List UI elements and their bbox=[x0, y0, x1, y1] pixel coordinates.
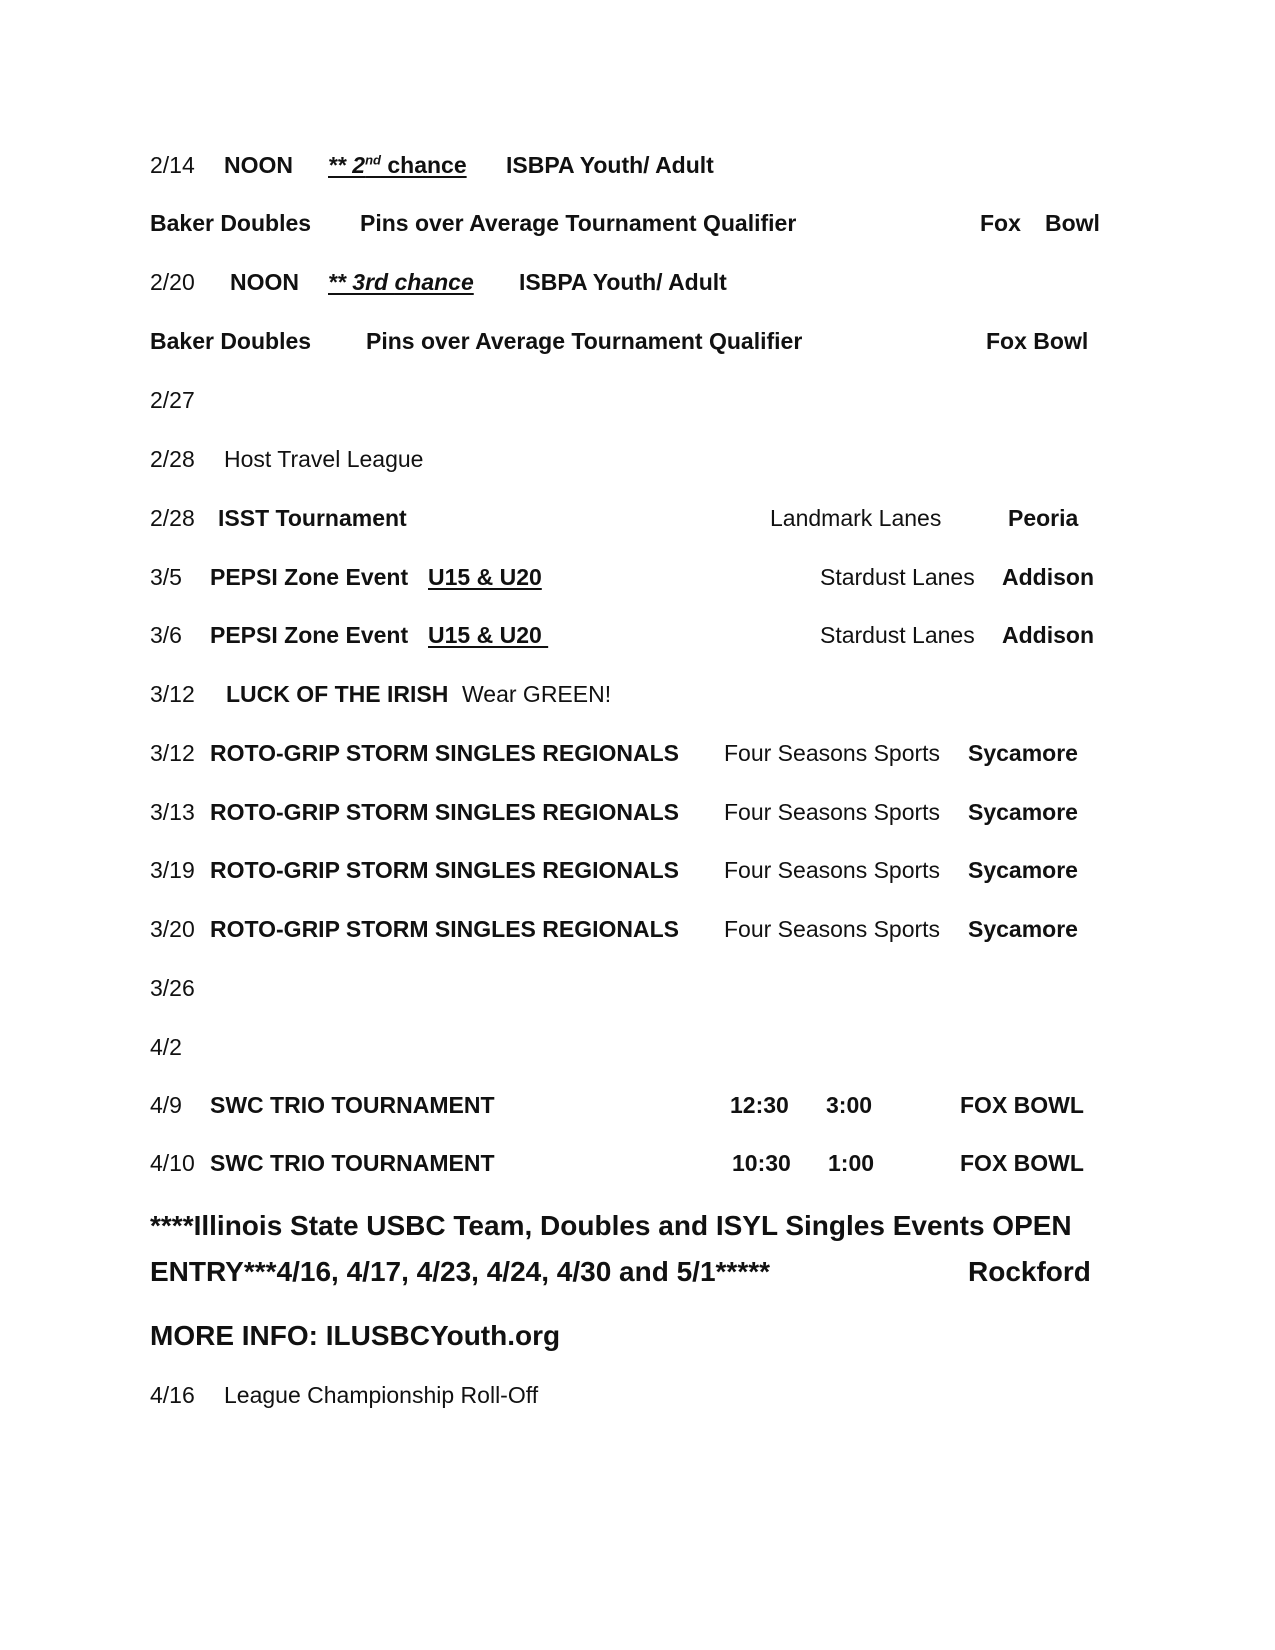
row-venue: Four Seasons Sports bbox=[724, 916, 941, 942]
row-date: 3/19 bbox=[150, 857, 195, 883]
row-date: 2/27 bbox=[150, 387, 195, 413]
state-notice-line2: ENTRY***4/16, 4/17, 4/23, 4/24, 4/30 and 5/1***** bbox=[150, 1256, 771, 1287]
row-date: 3/12 bbox=[150, 681, 195, 707]
row-event: SWC TRIO TOURNAMENT bbox=[210, 1092, 495, 1118]
row-date: 4/16 bbox=[150, 1382, 195, 1408]
row-location: Bowl bbox=[1045, 210, 1100, 236]
row-time: 10:30 bbox=[732, 1150, 791, 1176]
row-venue: Four Seasons Sports bbox=[724, 857, 941, 883]
row-date: 4/10 bbox=[150, 1150, 195, 1176]
row-city: Addison bbox=[1002, 564, 1094, 590]
state-notice-city: Rockford bbox=[968, 1256, 1091, 1287]
row-note: Wear GREEN! bbox=[462, 681, 612, 707]
row-event: PEPSI Zone Event bbox=[210, 564, 409, 590]
row-event: ISBPA Youth/ Adult bbox=[519, 269, 727, 295]
row-date: 2/28 bbox=[150, 505, 195, 531]
row-location: FOX BOWL bbox=[960, 1150, 1084, 1176]
row-time: 12:30 bbox=[730, 1092, 789, 1118]
row-location: Fox Bowl bbox=[986, 328, 1089, 354]
row-date: 2/20 bbox=[150, 269, 195, 295]
row-division: U15 & U20 bbox=[428, 564, 542, 590]
row-venue: Four Seasons Sports bbox=[724, 799, 941, 825]
row-event: ISST Tournament bbox=[218, 505, 407, 531]
row-venue: Landmark Lanes bbox=[770, 505, 942, 531]
row-date: 3/13 bbox=[150, 799, 195, 825]
row-date: 3/12 bbox=[150, 740, 195, 766]
row-date: 3/26 bbox=[150, 975, 195, 1001]
row-date: 4/2 bbox=[150, 1034, 182, 1060]
row-date: 2/14 bbox=[150, 152, 195, 178]
row-date: 3/5 bbox=[150, 564, 182, 590]
row-event: ROTO-GRIP STORM SINGLES REGIONALS bbox=[210, 857, 679, 883]
chance-label: ** 2nd chance bbox=[328, 152, 467, 178]
row-event: SWC TRIO TOURNAMENT bbox=[210, 1150, 495, 1176]
row-event: League Championship Roll-Off bbox=[224, 1382, 539, 1408]
row-location: Fox bbox=[980, 210, 1021, 236]
row-event: LUCK OF THE IRISH bbox=[226, 681, 449, 707]
row-city: Addison bbox=[1002, 622, 1094, 648]
row-event: ISBPA Youth/ Adult bbox=[506, 152, 714, 178]
row-city: Sycamore bbox=[968, 916, 1078, 942]
row-time: 3:00 bbox=[826, 1092, 873, 1118]
state-notice-line1: ****Illinois State USBC Team, Doubles and ISYL Singles Events OPEN bbox=[150, 1210, 1072, 1241]
row-time: NOON bbox=[230, 269, 299, 295]
row-event: ROTO-GRIP STORM SINGLES REGIONALS bbox=[210, 740, 679, 766]
row-event: Baker Doubles bbox=[150, 210, 312, 236]
row-time: NOON bbox=[224, 152, 293, 178]
row-city: Sycamore bbox=[968, 799, 1078, 825]
row-time: 1:00 bbox=[828, 1150, 875, 1176]
row-detail: Pins over Average Tournament Qualifier bbox=[360, 210, 797, 236]
more-info: MORE INFO: ILUSBCYouth.org bbox=[150, 1320, 561, 1351]
row-date: 4/9 bbox=[150, 1092, 182, 1118]
row-date: 2/28 bbox=[150, 446, 195, 472]
row-city: Sycamore bbox=[968, 857, 1078, 883]
row-event: ROTO-GRIP STORM SINGLES REGIONALS bbox=[210, 916, 679, 942]
row-city: Peoria bbox=[1008, 505, 1079, 531]
row-venue: Stardust Lanes bbox=[820, 564, 975, 590]
row-location: FOX BOWL bbox=[960, 1092, 1084, 1118]
row-event: Baker Doubles bbox=[150, 328, 312, 354]
row-division: U15 & U20 bbox=[428, 622, 549, 648]
row-detail: Pins over Average Tournament Qualifier bbox=[366, 328, 803, 354]
chance-label: ** 3rd chance bbox=[328, 269, 474, 295]
row-event: PEPSI Zone Event bbox=[210, 622, 409, 648]
row-date: 3/20 bbox=[150, 916, 195, 942]
row-date: 3/6 bbox=[150, 622, 182, 648]
row-event: Host Travel League bbox=[224, 446, 424, 472]
row-venue: Stardust Lanes bbox=[820, 622, 975, 648]
row-city: Sycamore bbox=[968, 740, 1078, 766]
row-event: ROTO-GRIP STORM SINGLES REGIONALS bbox=[210, 799, 679, 825]
row-venue: Four Seasons Sports bbox=[724, 740, 941, 766]
